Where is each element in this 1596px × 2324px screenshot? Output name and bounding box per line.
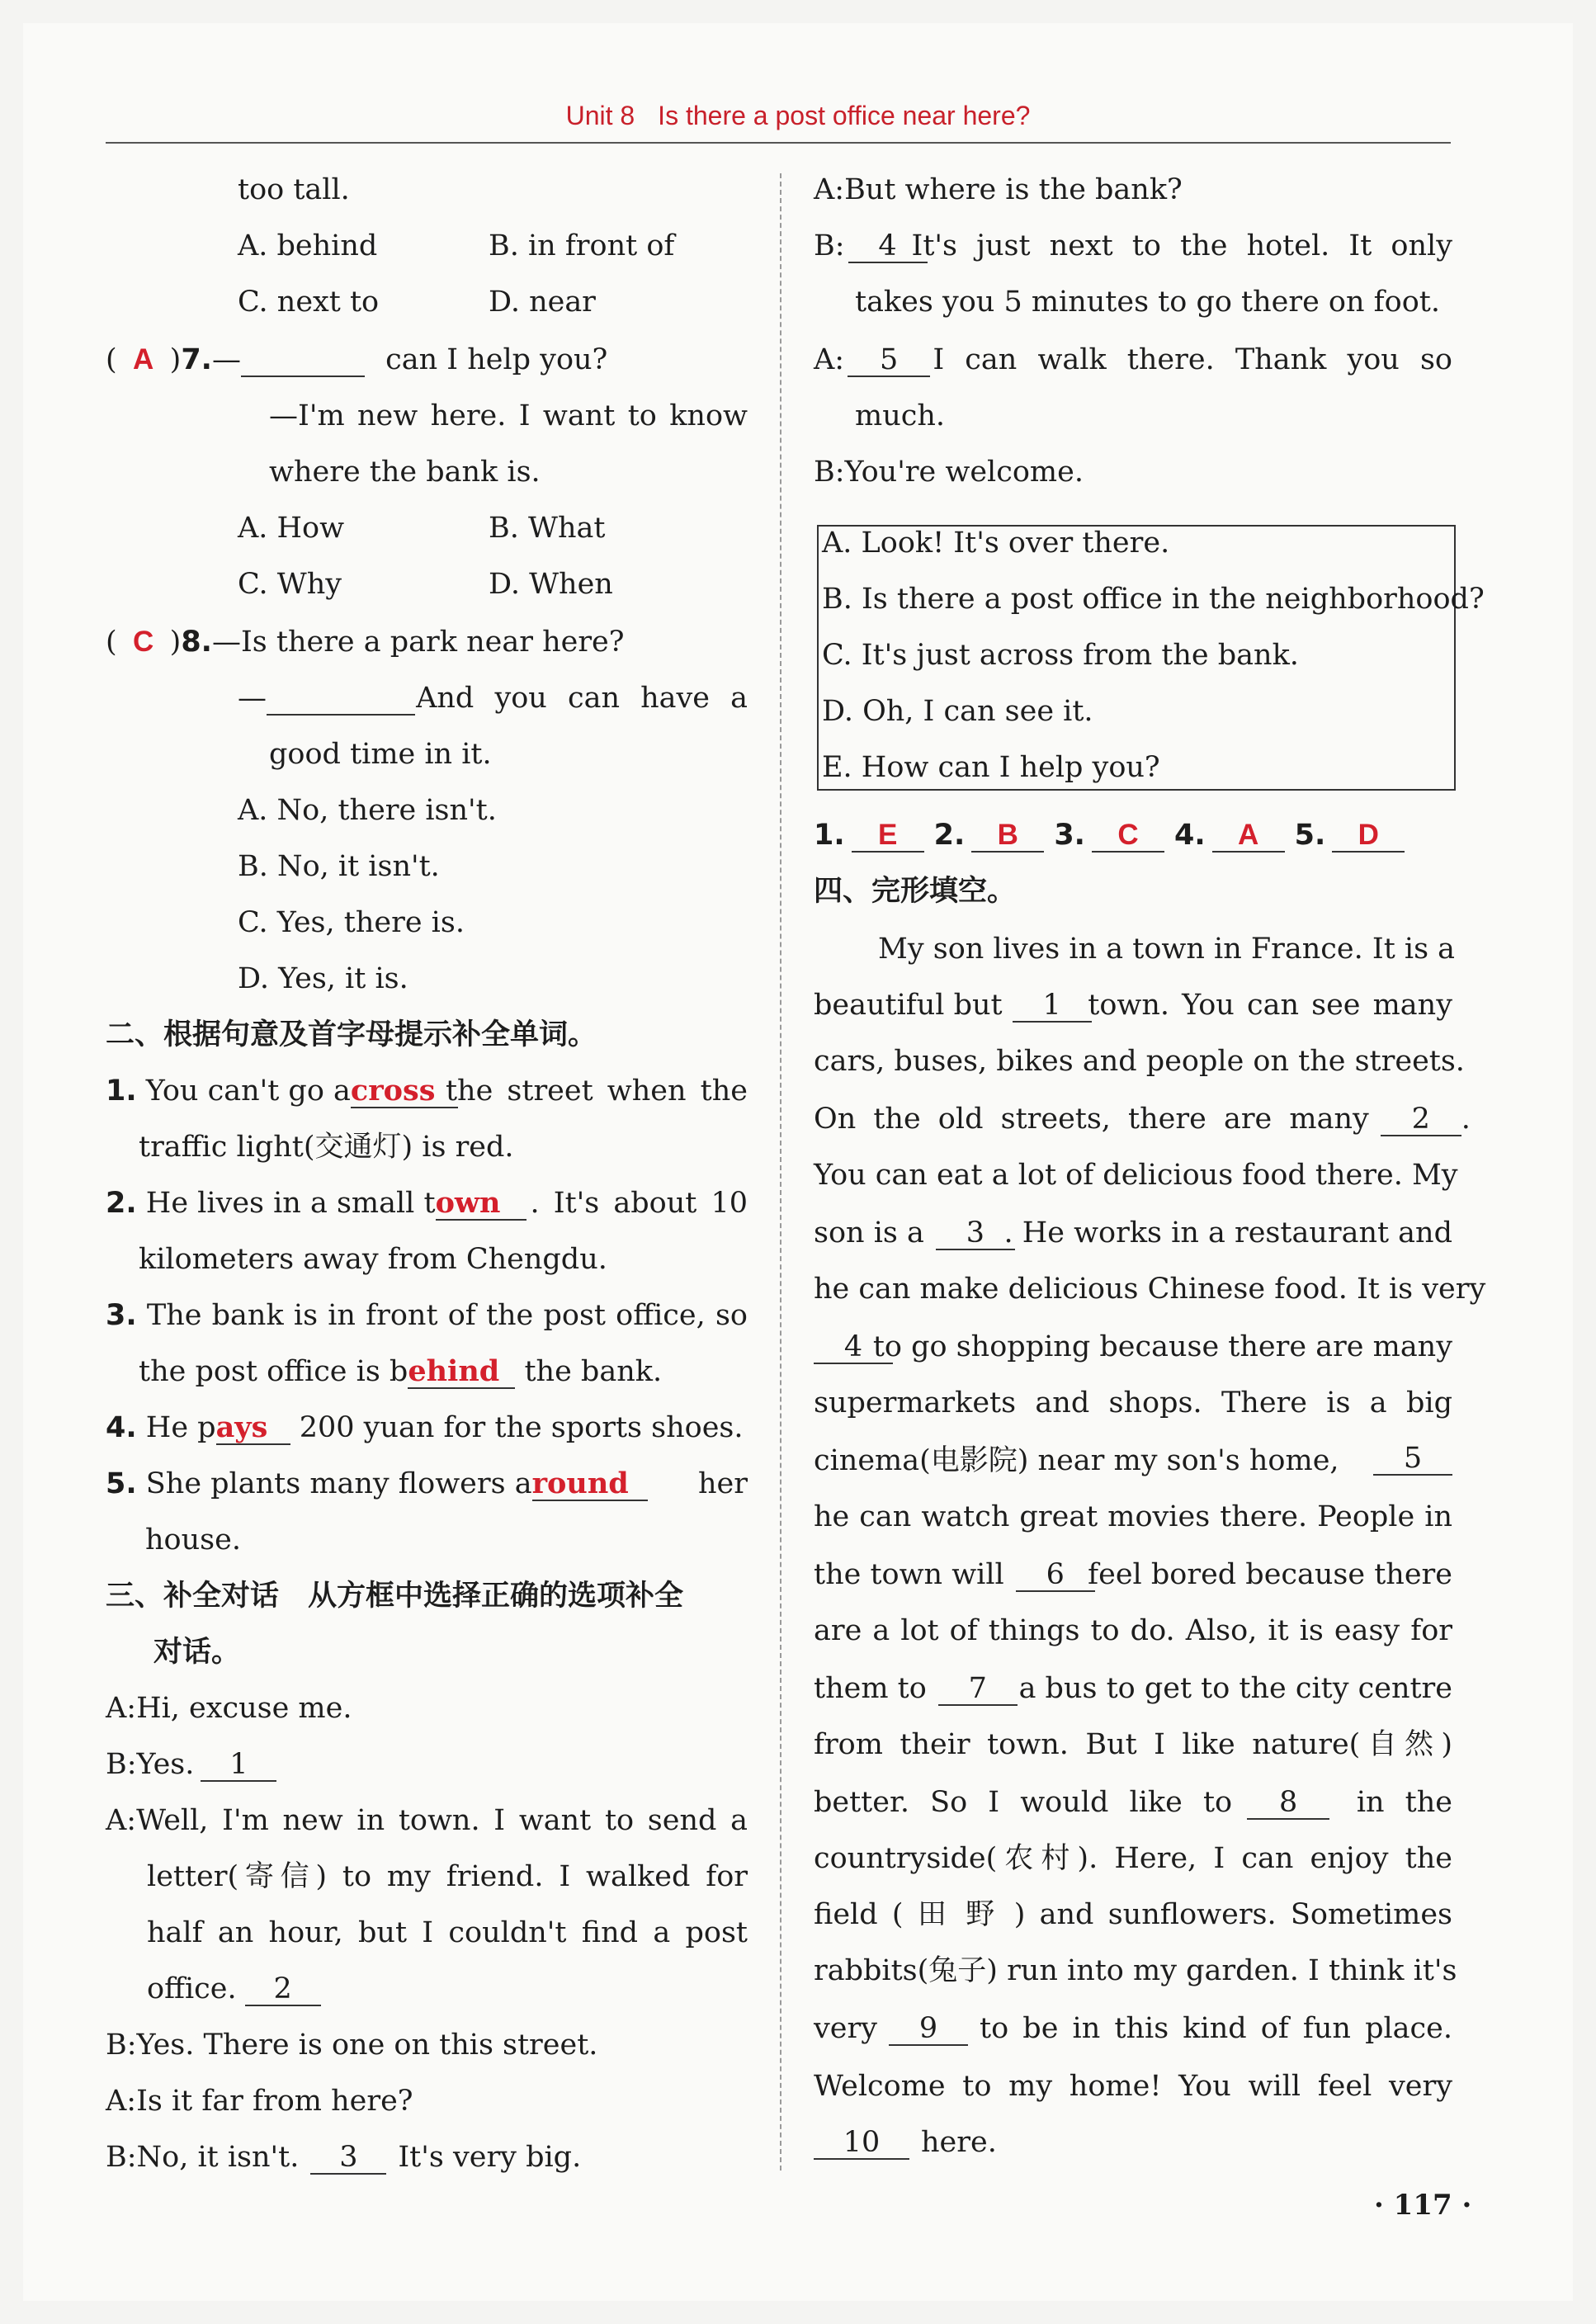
dialog-line-2: B:Yes. 1 xyxy=(106,1746,276,1783)
section-4-title: 四、完形填空。 xyxy=(814,875,1017,908)
q8-option-a: A. No, there isn't. xyxy=(238,794,497,827)
q7-option-a: A. How xyxy=(238,512,345,545)
answer-2: B xyxy=(997,819,1018,851)
dialog-line-11: B: 4 It's just next to the hotel. It only xyxy=(814,229,1452,262)
cloze-blank-5: 5 xyxy=(1373,1443,1452,1476)
dialog-blank-3: 3 xyxy=(310,2142,386,2175)
cloze-line-9: supermarkets and shops. There is a big xyxy=(814,1386,1452,1419)
box-option-a: A. Look! It's over there. xyxy=(822,527,1170,560)
cloze-line-4: On the old streets, there are many 2 . xyxy=(814,1103,1471,1136)
cloze-line-8: 4 to go shopping because there are many xyxy=(814,1329,1452,1365)
cloze-blank-2: 2 xyxy=(1381,1103,1461,1136)
q6-option-a: A. behind xyxy=(238,229,378,262)
s2-fill-4: ays xyxy=(215,1410,268,1444)
section-3-title-cont: 对话。 xyxy=(153,1636,241,1669)
cloze-line-22: 10 here. xyxy=(814,2124,997,2161)
column-divider xyxy=(780,173,781,2170)
q7-answer: A xyxy=(133,343,154,376)
answer-5: D xyxy=(1358,819,1379,851)
dialog-line-9: B:No, it isn't. 3 It's very big. xyxy=(106,2141,582,2174)
q7-option-d: D. When xyxy=(489,568,613,601)
s2-fill-3: ehind xyxy=(408,1354,500,1388)
q8-option-b: B. No, it isn't. xyxy=(238,850,440,883)
dialog-line-8: A:Is it far from here? xyxy=(106,2085,413,2118)
cloze-blank-10: 10 xyxy=(814,2127,909,2160)
header-rule xyxy=(106,142,1451,144)
cloze-line-16: better. So I would like to 8 in the xyxy=(814,1786,1452,1819)
s2-item-3-cont: the post office is behind the bank. xyxy=(139,1354,663,1388)
q8-blank xyxy=(267,683,415,716)
q7-option-c: C. Why xyxy=(238,568,342,601)
section-2-title: 二、根据句意及首字母提示补全单词。 xyxy=(106,1018,597,1051)
cloze-line-13: are a lot of things to do. Also, it is easy for xyxy=(814,1614,1452,1647)
q6-option-d: D. near xyxy=(489,286,596,319)
dialog-line-6: office. 2 xyxy=(147,1971,321,2007)
cloze-blank-7: 7 xyxy=(938,1673,1018,1706)
answer-row: 1. E 2. B 3. C 4. A 5. D xyxy=(814,817,1405,853)
s2-fill-5: round xyxy=(531,1467,629,1500)
cloze-line-1: My son lives in a town in France. It is a xyxy=(878,933,1456,966)
cloze-line-3: cars, buses, bikes and people on the streets. xyxy=(814,1045,1465,1078)
page-number: · 117 · xyxy=(1374,2189,1472,2222)
q8-option-d: D. Yes, it is. xyxy=(238,962,408,995)
dialog-blank-5: 5 xyxy=(848,344,930,377)
cloze-line-10: cinema(电影院) near my son's home, 5 xyxy=(814,1443,1452,1479)
q8-option-c: C. Yes, there is. xyxy=(238,906,465,939)
q6-option-b: B. in front of xyxy=(489,229,675,262)
dialog-line-5: half an hour, but I couldn't find a post xyxy=(147,1916,748,1949)
unit-title: Is there a post office near here? xyxy=(658,101,1031,130)
cloze-line-19: rabbits(兔子) run into my garden. I think it's xyxy=(814,1954,1457,1987)
box-option-b: B. Is there a post office in the neighborhood? xyxy=(822,583,1485,616)
cloze-blank-1: 1 xyxy=(1013,990,1092,1023)
cloze-line-14: them to 7 a bus to get to the city centre xyxy=(814,1672,1452,1705)
dialog-line-4: letter(寄信) to my friend. I walked for xyxy=(147,1860,748,1893)
s2-item-3: 3. The bank is in front of the post office, so xyxy=(106,1299,748,1332)
dialog-line-15: B:You're welcome. xyxy=(814,456,1084,489)
q6-tail: too tall. xyxy=(238,173,350,206)
s2-fill-2: own xyxy=(435,1186,501,1220)
answer-3: C xyxy=(1117,819,1139,851)
s2-item-5-cont: house. xyxy=(145,1523,241,1556)
dialog-blank-1: 1 xyxy=(201,1749,276,1782)
dialog-blank-2: 2 xyxy=(245,1973,321,2006)
cloze-line-6: son is a 3 . He works in a restaurant and xyxy=(814,1216,1452,1249)
q8-answer: C xyxy=(133,626,154,658)
s2-item-2-cont: kilometers away from Chengdu. xyxy=(139,1243,607,1276)
q8-line2: — And you can have a xyxy=(238,682,748,715)
q8-line3: good time in it. xyxy=(269,738,492,771)
page-header xyxy=(0,101,1596,131)
cloze-line-15: from their town. But I like nature(自然) xyxy=(814,1728,1452,1761)
q6-option-c: C. next to xyxy=(238,286,380,319)
s2-item-1: 1. You can't go across the street when the xyxy=(106,1074,748,1108)
cloze-line-20: very 9 to be in this kind of fun place. xyxy=(814,2012,1452,2045)
s2-item-4: 4. He pays 200 yuan for the sports shoes. xyxy=(106,1410,744,1444)
cloze-blank-3: 3 xyxy=(936,1217,1015,1250)
cloze-line-11: he can watch great movies there. People in xyxy=(814,1500,1452,1533)
dialog-line-1: A:Hi, excuse me. xyxy=(106,1692,352,1725)
dialog-line-3: A:Well, I'm new in town. I want to send a xyxy=(106,1804,748,1837)
cloze-line-18: field ( 田 野 ) and sunflowers. Sometimes xyxy=(814,1898,1452,1931)
box-option-d: D. Oh, I can see it. xyxy=(822,695,1093,728)
cloze-blank-8: 8 xyxy=(1247,1787,1329,1820)
cloze-line-7: he can make delicious Chinese food. It is very xyxy=(814,1273,1486,1306)
cloze-blank-9: 9 xyxy=(889,2013,968,2046)
question-8: ( C )8.—Is there a park near here? xyxy=(106,626,625,659)
dialog-blank-4: 4 xyxy=(848,230,928,263)
s2-item-1-cont: traffic light(交通灯) is red. xyxy=(139,1131,514,1164)
s2-item-2: 2. He lives in a small town . It's about 10 xyxy=(106,1186,748,1220)
box-option-c: C. It's just across from the bank. xyxy=(822,639,1299,672)
unit-label: Unit 8 xyxy=(565,101,635,130)
q7-option-b: B. What xyxy=(489,512,606,545)
s2-fill-1: cross xyxy=(350,1074,436,1108)
dialog-line-14: much. xyxy=(855,399,945,432)
q7-line2: —I'm new here. I want to know xyxy=(269,399,748,432)
box-option-e: E. How can I help you? xyxy=(822,751,1160,784)
answer-4: A xyxy=(1237,819,1259,851)
cloze-blank-6: 6 xyxy=(1016,1559,1095,1592)
cloze-line-12: the town will 6 feel bored because there xyxy=(814,1558,1452,1591)
cloze-line-17: countryside(农村). Here, I can enjoy the xyxy=(814,1842,1452,1875)
dialog-line-10: A:But where is the bank? xyxy=(814,173,1183,206)
cloze-line-21: Welcome to my home! You will feel very xyxy=(814,2070,1452,2103)
cloze-line-5: You can eat a lot of delicious food there. My xyxy=(814,1159,1458,1192)
dialog-line-7: B:Yes. There is one on this street. xyxy=(106,2029,598,2062)
cloze-line-2: beautiful but 1 town. You can see many xyxy=(814,989,1452,1022)
q7-line3: where the bank is. xyxy=(269,456,541,489)
s2-item-5: 5. She plants many flowers around her xyxy=(106,1467,748,1500)
section-3-title: 三、补全对话 从方框中选择正确的选项补全 xyxy=(106,1580,684,1613)
question-7: ( A )7.— can I help you? xyxy=(106,343,608,376)
q7-blank xyxy=(241,344,365,377)
cloze-blank-4: 4 xyxy=(814,1331,893,1364)
dialog-line-12: takes you 5 minutes to go there on foot. xyxy=(855,286,1440,319)
answer-1: E xyxy=(877,819,898,851)
dialog-line-13: A: 5 I can walk there. Thank you so xyxy=(814,343,1452,376)
